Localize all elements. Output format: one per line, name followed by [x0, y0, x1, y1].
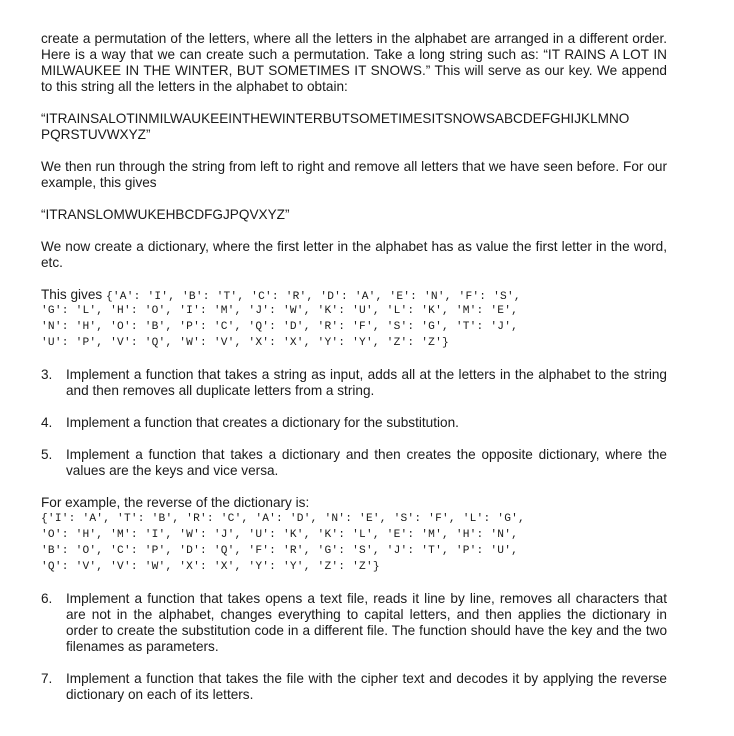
task-number: 5. [41, 447, 53, 462]
dictionary-paragraph: We now create a dictionary, where the first letter in the alphabet has as value the first letter in the word, etc. [41, 239, 667, 270]
task-item [41, 367, 667, 399]
task-number: 6. [41, 591, 53, 606]
forward-dict-line [41, 287, 667, 303]
task-text: Implement a function that takes a dictionary and then creates the opposite dictionary, where the values are the keys and vice versa. [66, 447, 667, 478]
forward-dictionary-block [41, 287, 667, 351]
task-item [41, 447, 667, 479]
reverse-dict-line: 'O': 'H', 'M': 'I', 'W': 'J', 'U': 'K', 'K': 'L', 'E': 'M', 'H': 'N', [41, 529, 519, 541]
task-text: Implement a function that takes a string as input, adds all at the letters in the alphabet to the string and then removes all duplicate letters from a string. [66, 367, 667, 398]
reverse-dict-line: {'I': 'A', 'T': 'B', 'R': 'C', 'A': 'D', 'N': 'E', 'S': 'F', 'L': 'G', [41, 513, 525, 525]
task-text: Implement a function that creates a dictionary for the substitution. [66, 415, 459, 430]
forward-dict-line-text: {'A': 'I', 'B': 'T', 'C': 'R', 'D': 'A', 'E': 'N', 'F': 'S', [105, 291, 521, 303]
task-text: Implement a function that takes the file with the cipher text and decodes it by applying the reverse dictionary on each of its letters. [66, 671, 667, 702]
intro-paragraph: create a permutation of the letters, where all the letters in the alphabet are arranged in a different order. Here is a way that we can create such a permutation. Take a long string such as: “IT RAINS A LOT IN MILWAUKEE IN THE WINTER, BUT SOMETIMES IT SNOWS.” This will serve as our key. We append to this string all the letters in the alphabet to obtain: [41, 31, 667, 94]
reverse-dict-line: 'B': 'O', 'C': 'P', 'D': 'Q', 'F': 'R', 'G': 'S', 'J': 'T', 'P': 'U', [41, 545, 519, 557]
task-list-b [41, 591, 667, 703]
task-number: 3. [41, 367, 53, 382]
reverse-dictionary-block [41, 495, 667, 575]
task-text: Implement a function that takes opens a text file, reads it line by line, removes all characters that are not in the alphabet, changes everything to capital letters, and then applies the dictionary in order to create the substitution code in a different file. The function should have the key and the two filenames as parameters. [66, 591, 667, 654]
task-item [41, 671, 667, 703]
deduped-string: “ITRANSLOMWUKEHBCDFGJPQVXYZ” [41, 207, 290, 222]
task-item [41, 591, 667, 655]
task-list-a [41, 367, 667, 479]
forward-dict-line: 'U': 'P', 'V': 'Q', 'W': 'V', 'X': 'X', 'Y': 'Y', 'Z': 'Z'} [41, 337, 449, 349]
this-gives-label: This gives [41, 287, 106, 302]
task-item [41, 415, 667, 431]
document-page [41, 31, 667, 703]
task-number: 4. [41, 415, 53, 430]
run-through-paragraph: We then run through the string from left to right and remove all letters that we have seen before. For our example, this gives [41, 159, 667, 190]
task-number: 7. [41, 671, 53, 686]
forward-dict-line: 'N': 'H', 'O': 'B', 'P': 'C', 'Q': 'D', 'R': 'F', 'S': 'G', 'T': 'J', [41, 321, 519, 333]
reverse-label: For example, the reverse of the dictionary is: [41, 495, 310, 510]
appended-string: “ITRAINSALOTINMILWAUKEEINTHEWINTERBUTSOMETIMESITSNOWSABCDEFGHIJKLMNO PQRSTUVWXYZ” [41, 111, 630, 142]
forward-dict-line: 'G': 'L', 'H': 'O', 'I': 'M', 'J': 'W', 'K': 'U', 'L': 'K', 'M': 'E', [41, 305, 519, 317]
reverse-dict-line: 'Q': 'V', 'V': 'W', 'X': 'X', 'Y': 'Y', 'Z': 'Z'} [41, 561, 380, 573]
